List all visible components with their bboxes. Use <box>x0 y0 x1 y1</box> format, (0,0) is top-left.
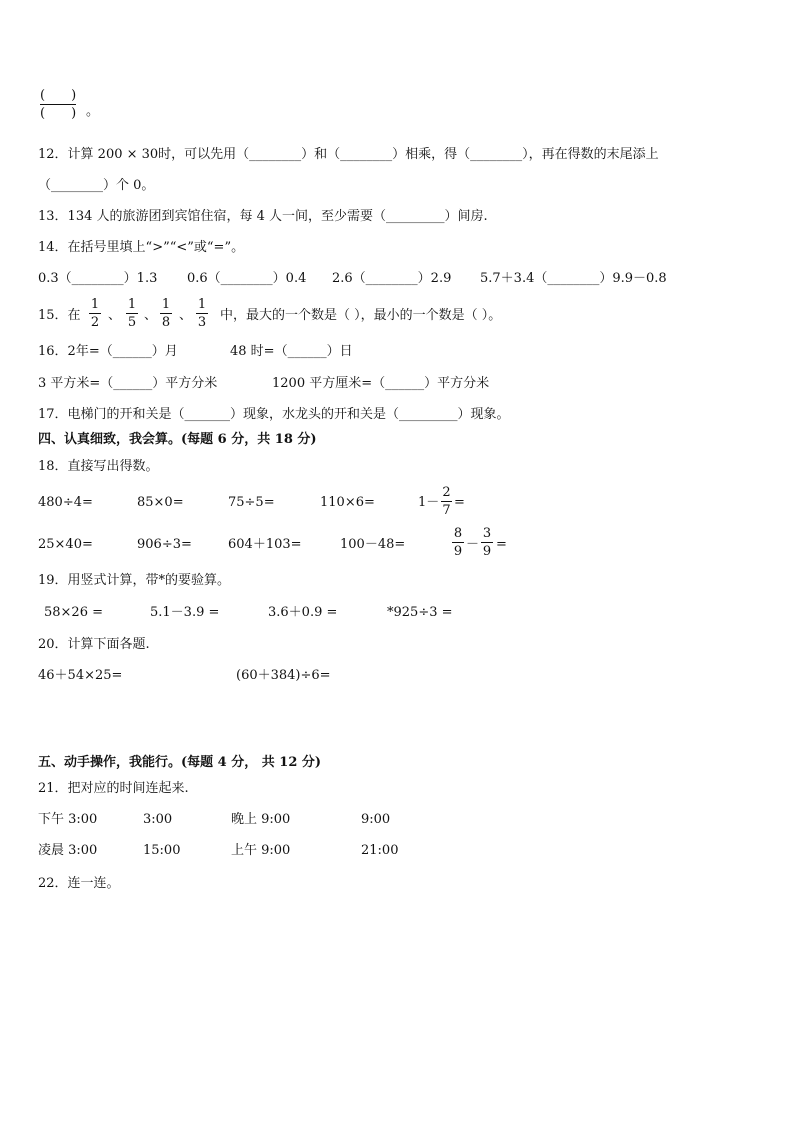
q14-item-1: 0.3（________）1.3 <box>38 271 158 286</box>
q15-sep-1: 、 <box>108 308 122 323</box>
q15-f4-den: 3 <box>197 315 207 330</box>
q15-fraction-2 <box>126 297 138 330</box>
q15-fraction-1 <box>89 297 101 330</box>
q18-r2-1: 25×40= <box>38 537 93 552</box>
q15-fraction-4 <box>196 297 208 330</box>
q16-d: 1200 平方厘米=（______）平方分米 <box>272 376 490 391</box>
q12-line2: （________）个 0。 <box>38 178 155 193</box>
q18-r2-2: 906÷3= <box>137 537 192 552</box>
top-fraction-denominator: ( ) <box>40 106 77 121</box>
q16-c: 3 平方米=（______）平方分米 <box>38 376 218 391</box>
q18-r1-frac-lead: 1－ <box>418 495 440 510</box>
q19-title: 19．用竖式计算，带*的要验算。 <box>38 573 231 588</box>
top-fraction-period: 。 <box>86 104 100 119</box>
q18-title: 18．直接写出得数。 <box>38 459 159 474</box>
q18-r1-frac-num: 2 <box>442 485 451 500</box>
q19-item-1: 58×26 = <box>44 605 104 620</box>
q18-r2-3: 604＋103= <box>228 537 302 552</box>
top-fraction <box>40 88 76 121</box>
q20-item-1: 46＋54×25= <box>38 668 123 683</box>
q16-a: 16．2年=（______）月 <box>38 344 178 359</box>
q18-r2-f1-num: 8 <box>453 526 463 541</box>
q15-fraction-3 <box>160 297 172 330</box>
q21-r1-4: 9:00 <box>361 812 391 827</box>
q20-title: 20．计算下面各题. <box>38 637 150 652</box>
q21-r2-3: 上午 9:00 <box>231 843 291 858</box>
q22-title: 22．连一连。 <box>38 876 120 891</box>
section-4-heading: 四、认真细致，我会算。(每题 6 分，共 18 分) <box>38 432 317 447</box>
q21-r1-1: 下午 3:00 <box>38 812 98 827</box>
q15-sep-2: 、 <box>144 308 158 323</box>
q18-r1-2: 85×0= <box>137 495 184 510</box>
q14-item-3: 2.6（________）2.9 <box>332 271 452 286</box>
q15-f2-den: 5 <box>127 315 137 330</box>
top-fraction-numerator: ( ) <box>40 88 77 103</box>
q12-line1: 12．计算 200 × 30时，可以先用（________）和（________）相乘，得（________），再在得数的末尾添上 <box>38 147 659 162</box>
q15-f1-den: 2 <box>90 315 100 330</box>
q18-r1-frac-den: 7 <box>442 503 451 518</box>
q15-prefix: 15．在 <box>38 308 81 323</box>
q18-r1-1: 480÷4= <box>38 495 93 510</box>
q14-item-4: 5.7＋3.4（________）9.9－0.8 <box>480 271 667 286</box>
q18-r2-f1-den: 9 <box>453 544 463 559</box>
q15-f2-num: 1 <box>127 297 137 312</box>
q13: 13．134 人的旅游团到宾馆住宿，每 4 人一间，至少需要（_________）间房. <box>38 209 488 224</box>
q17: 17．电梯门的开和关是（_______）现象，水龙头的开和关是（_________）现象。 <box>38 407 510 422</box>
q14-title: 14．在括号里填上“>”“<”或“=”。 <box>38 240 245 255</box>
q15-f1-num: 1 <box>90 297 100 312</box>
q21-title: 21．把对应的时间连起来. <box>38 781 189 796</box>
q18-r1-frac-tail: = <box>454 495 465 510</box>
q15-f3-den: 8 <box>161 315 171 330</box>
q15-f4-num: 1 <box>197 297 207 312</box>
section-5-heading: 五、动手操作，我能行。(每题 4 分， 共 12 分) <box>38 755 322 770</box>
q15-f3-num: 1 <box>161 297 171 312</box>
q18-r2-tail: = <box>496 537 507 552</box>
q15-sep-3: 、 <box>179 308 193 323</box>
q21-r2-4: 21:00 <box>361 843 399 858</box>
q20-item-2: (60＋384)÷6= <box>236 668 331 683</box>
q19-item-4: *925÷3 = <box>387 605 453 620</box>
q18-r2-minus: － <box>466 537 480 552</box>
q18-r1-4: 110×6= <box>320 495 375 510</box>
q21-r2-2: 15:00 <box>143 843 181 858</box>
q19-item-3: 3.6＋0.9 = <box>268 605 338 620</box>
q21-r1-3: 晚上 9:00 <box>231 812 291 827</box>
q18-r2-4: 100－48= <box>340 537 406 552</box>
q18-r2-f2-num: 3 <box>482 526 492 541</box>
q18-r2-fraction-1 <box>452 526 464 559</box>
q21-r1-2: 3:00 <box>143 812 173 827</box>
q14-item-2: 0.6（________）0.4 <box>187 271 307 286</box>
q21-r2-1: 凌晨 3:00 <box>38 843 98 858</box>
q18-r1-3: 75÷5= <box>228 495 275 510</box>
q15-suffix: 中，最大的一个数是（ ），最小的一个数是（ ）。 <box>220 308 502 323</box>
q18-r1-fraction <box>441 485 452 518</box>
q16-b: 48 时=（______）日 <box>230 344 353 359</box>
q19-item-2: 5.1－3.9 = <box>150 605 220 620</box>
q18-r2-f2-den: 9 <box>482 544 492 559</box>
q18-r2-fraction-2 <box>481 526 493 559</box>
